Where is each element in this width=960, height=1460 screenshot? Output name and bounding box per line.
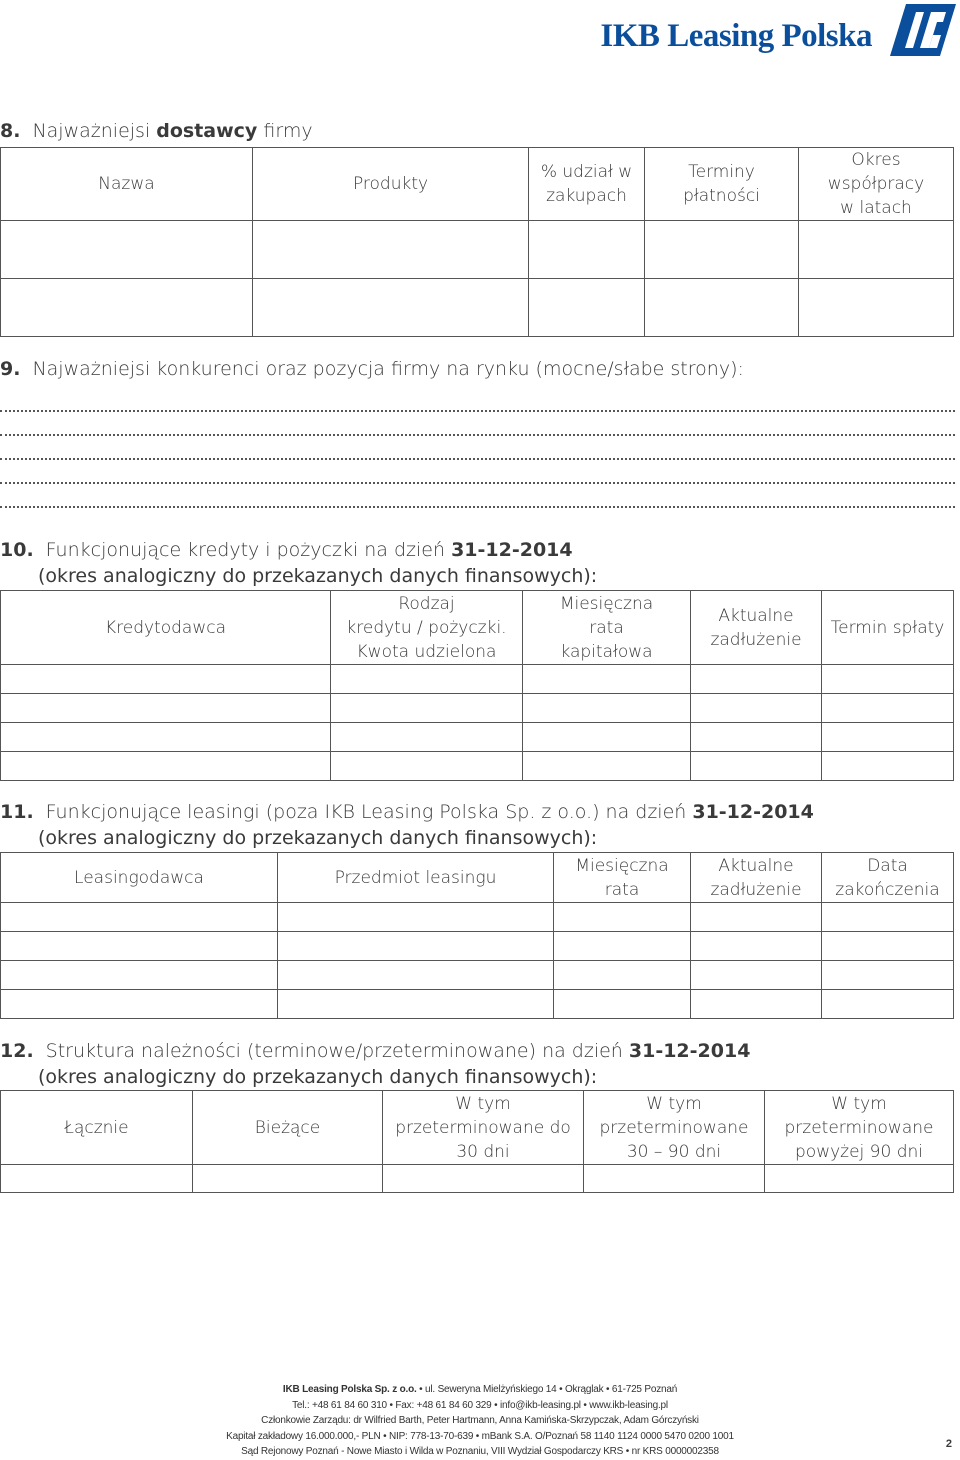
footer-line-court: Sąd Rejonowy Poznań - Nowe Miasto i Wilda w Poznaniu, VIII Wydział Gospodarczy KRS • nr KRS 0000002358 <box>241 1446 719 1457</box>
table-cell[interactable] <box>822 723 954 752</box>
table-row <box>1 1165 954 1193</box>
col-header-overdue-30: W tym przeterminowane do 30 dni <box>383 1091 584 1165</box>
section-12-title: 12. Struktura należności (terminowe/przeterminowane) na dzień 31-12-2014 <box>0 1040 751 1062</box>
col-header-payment-terms: Terminy płatności <box>645 148 799 221</box>
col-header-monthly-installment: Miesięczna rata kapitałowa <box>523 591 691 665</box>
table-cell[interactable] <box>1 279 253 337</box>
section-8-title: 8. Najważniejsi dostawcy firmy <box>0 120 313 142</box>
page-number: 2 <box>945 1438 952 1450</box>
col-header-current-debt: Aktualne zadłużenie <box>691 853 822 903</box>
table-cell[interactable] <box>523 665 691 694</box>
table-cell[interactable] <box>331 723 523 752</box>
table-cell[interactable] <box>1 221 253 279</box>
table-cell[interactable] <box>253 279 529 337</box>
page-footer <box>0 1382 960 1460</box>
section-11-title: 11. Funkcjonujące leasingi (poza IKB Leasing Polska Sp. z o.o.) na dzień 31-12-2014 <box>0 801 814 823</box>
footer-line-address: IKB Leasing Polska Sp. z o.o. • ul. Seweryna Mielżyńskiego 14 • Okrąglak • 61-725 Poznań <box>282 1384 678 1395</box>
table-cell[interactable] <box>765 1165 954 1193</box>
col-header-current-debt: Aktualne zadłużenie <box>691 591 822 665</box>
table-cell[interactable] <box>523 723 691 752</box>
table-row <box>1 694 954 723</box>
col-header-cooperation: Okres współpracy w latach <box>799 148 954 221</box>
table-cell[interactable] <box>1 932 278 961</box>
col-header-overdue-90: W tym przeterminowane powyżej 90 dni <box>765 1091 954 1165</box>
table-cell[interactable] <box>691 932 822 961</box>
col-header-monthly-installment: Miesięczna rata <box>554 853 691 903</box>
table-row <box>1 752 954 781</box>
footer-line-contact: Tel.: +48 61 84 60 310 • Fax: +48 61 84 60 329 • info@ikb-leasing.pl • www.ikb-leasing.pl <box>292 1399 668 1411</box>
table-cell[interactable] <box>1 723 331 752</box>
table-cell[interactable] <box>193 1165 383 1193</box>
col-header-lessor: Leasingodawca <box>1 853 278 903</box>
table-cell[interactable] <box>278 961 554 990</box>
table-cell[interactable] <box>1 752 331 781</box>
table-cell[interactable] <box>822 903 954 932</box>
table-row <box>1 932 954 961</box>
table-row <box>1 665 954 694</box>
receivables-table <box>0 1090 954 1193</box>
table-cell[interactable] <box>691 961 822 990</box>
table-cell[interactable] <box>331 665 523 694</box>
table-cell[interactable] <box>691 723 822 752</box>
col-header-loan-type: Rodzaj kredytu / pożyczki. Kwota udzielona <box>331 591 523 665</box>
table-cell[interactable] <box>383 1165 584 1193</box>
loans-table <box>0 590 954 781</box>
ikb-logo-icon <box>880 2 958 58</box>
table-cell[interactable] <box>822 752 954 781</box>
table-row <box>1 903 954 932</box>
table-row <box>1 990 954 1019</box>
table-cell[interactable] <box>822 932 954 961</box>
dotted-line[interactable] <box>0 410 955 412</box>
logo-text: IKB Leasing Polska <box>600 18 872 54</box>
table-cell[interactable] <box>1 990 278 1019</box>
table-cell[interactable] <box>554 961 691 990</box>
company-logo <box>0 0 960 70</box>
table-row <box>1 279 954 337</box>
table-row <box>1 961 954 990</box>
section-11-subtitle: (okres analogiczny do przekazanych danych finansowych): <box>38 827 598 849</box>
table-cell[interactable] <box>822 961 954 990</box>
footer-line-board: Członkowie Zarządu: dr Wilfried Barth, Peter Hartmann, Anna Kamińska-Skrzypczak, Adam Górczyński <box>261 1415 699 1426</box>
table-cell[interactable] <box>253 221 529 279</box>
table-row <box>1 723 954 752</box>
table-cell[interactable] <box>523 694 691 723</box>
table-cell[interactable] <box>278 903 554 932</box>
suppliers-table <box>0 147 954 337</box>
col-header-share: % udział w zakupach <box>529 148 645 221</box>
section-number: 8. <box>0 120 21 142</box>
dotted-line[interactable] <box>0 506 955 508</box>
table-cell[interactable] <box>691 752 822 781</box>
col-header-products: Produkty <box>253 148 529 221</box>
col-header-lender: Kredytodawca <box>1 591 331 665</box>
table-cell[interactable] <box>331 752 523 781</box>
table-cell[interactable] <box>691 665 822 694</box>
table-cell[interactable] <box>822 990 954 1019</box>
col-header-overdue-30-90: W tym przeterminowane 30 – 90 dni <box>584 1091 765 1165</box>
table-cell[interactable] <box>529 221 645 279</box>
table-cell[interactable] <box>554 903 691 932</box>
table-cell[interactable] <box>1 903 278 932</box>
col-header-leasing-subject: Przedmiot leasingu <box>278 853 554 903</box>
col-header-repayment-date: Termin spłaty <box>822 591 954 665</box>
section-12-subtitle: (okres analogiczny do przekazanych danych finansowych): <box>38 1066 598 1088</box>
table-cell[interactable] <box>1 694 331 723</box>
table-cell[interactable] <box>523 752 691 781</box>
section-9-title: 9. Najważniejsi konkurenci oraz pozycja firmy na rynku (mocne/słabe strony): <box>0 358 744 380</box>
col-header-total: Łącznie <box>1 1091 193 1165</box>
dotted-line[interactable] <box>0 458 955 460</box>
table-cell[interactable] <box>529 279 645 337</box>
table-cell[interactable] <box>584 1165 765 1193</box>
table-cell[interactable] <box>1 1165 193 1193</box>
dotted-line[interactable] <box>0 434 955 436</box>
dotted-line[interactable] <box>0 482 955 484</box>
section-10-subtitle: (okres analogiczny do przekazanych danych finansowych): <box>38 565 598 587</box>
table-cell[interactable] <box>554 932 691 961</box>
table-cell[interactable] <box>645 221 799 279</box>
table-cell[interactable] <box>799 221 954 279</box>
table-cell[interactable] <box>1 961 278 990</box>
section-10-title: 10. Funkcjonujące kredyty i pożyczki na dzień 31-12-2014 <box>0 539 573 561</box>
table-cell[interactable] <box>691 694 822 723</box>
table-cell[interactable] <box>691 903 822 932</box>
table-cell[interactable] <box>554 990 691 1019</box>
table-cell[interactable] <box>822 665 954 694</box>
col-header-current: Bieżące <box>193 1091 383 1165</box>
table-cell[interactable] <box>278 932 554 961</box>
table-cell[interactable] <box>799 279 954 337</box>
table-row <box>1 221 954 279</box>
table-cell[interactable] <box>822 694 954 723</box>
table-cell[interactable] <box>278 990 554 1019</box>
table-cell[interactable] <box>645 279 799 337</box>
table-cell[interactable] <box>1 665 331 694</box>
table-cell[interactable] <box>331 694 523 723</box>
table-cell[interactable] <box>691 990 822 1019</box>
footer-line-capital: Kapitał zakładowy 16.000.000,- PLN • NIP: 778-13-70-639 • mBank S.A. O/Poznań 58 1140 1124 0000 5470 0200 1001 <box>226 1430 734 1442</box>
leasing-table <box>0 852 954 1019</box>
col-header-end-date: Data zakończenia <box>822 853 954 903</box>
col-header-name: Nazwa <box>1 148 253 221</box>
